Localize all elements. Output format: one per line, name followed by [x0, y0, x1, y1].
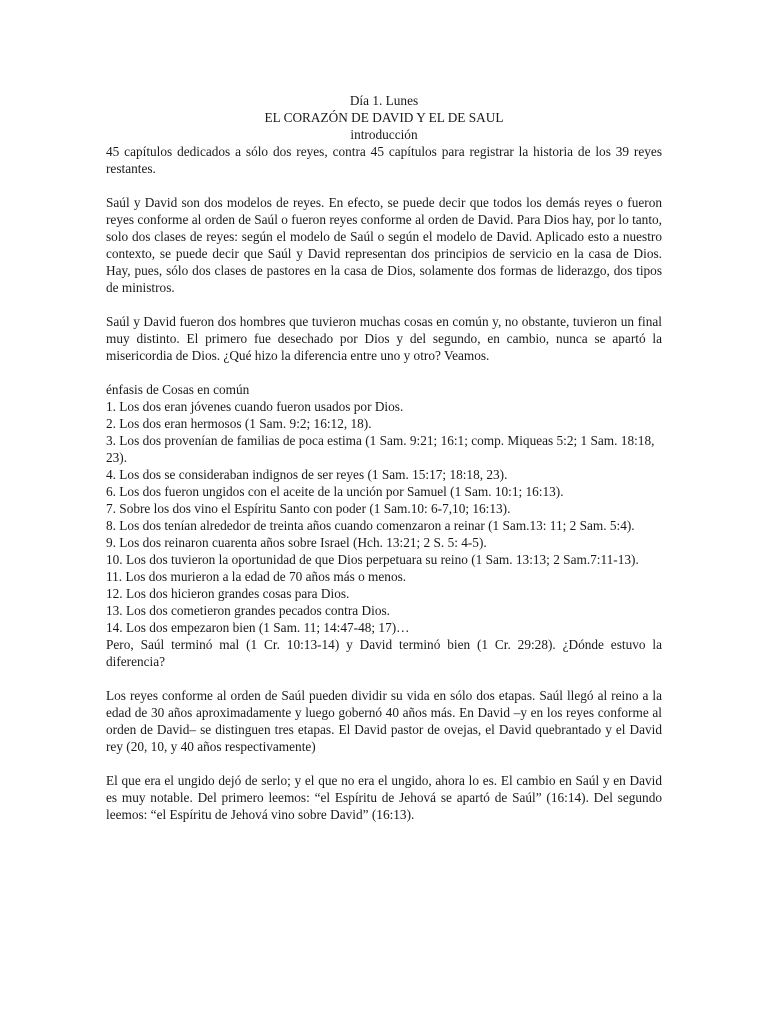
paragraph-spacer	[106, 296, 662, 313]
models-paragraph: Saúl y David son dos modelos de reyes. En efecto, se puede decir que todos los demás reyes o fueron reyes conforme al orden de Saúl o fueron reyes conforme al orden de David. Para Dios hay, por lo tanto, solo dos clases de reyes: según el modelo de Saúl o según el modelo de David. Aplicado esto a nuestro contexto, se puede decir que Saúl y David representan dos principios de servicio en la casa de Dios. Hay, pues, sólo dos clases de pastores en la casa de Dios, solamente dos formas de liderazgo, dos tipos de ministros.	[106, 195, 662, 295]
list-item: 6. Los dos fueron ungidos con el aceite de la unción por Samuel (1 Sam. 10:1; 16:13).	[106, 484, 564, 499]
common-things-paragraph: Saúl y David fueron dos hombres que tuvieron muchas cosas en común y, no obstante, tuvieron un final muy distinto. El primero fue desechado por Dios y del segundo, en cambio, nunca se apartó la misericordia de Dios. ¿Qué hizo la diferencia entre uno y otro? Veamos.	[106, 314, 662, 363]
list-item: 2. Los dos eran hermosos (1 Sam. 9:2; 16:12, 18).	[106, 416, 372, 431]
list-item: 9. Los dos reinaron cuarenta años sobre Israel (Hch. 13:21; 2 S. 5: 4-5).	[106, 535, 487, 550]
list-item: 4. Los dos se consideraban indignos de ser reyes (1 Sam. 15:17; 18:18, 23).	[106, 467, 508, 482]
document-page	[106, 92, 662, 823]
stages-paragraph: Los reyes conforme al orden de Saúl pueden dividir su vida en sólo dos etapas. Saúl llegó al reino a la edad de 30 años aproximadamente y luego gobernó 40 años más. En David –y en los reyes conforme al orden de David– se distinguen tres etapas. El David pastor de ovejas, el David quebrantado y el David rey (20, 10, y 40 años respectivamente)	[106, 688, 662, 754]
paragraph-spacer	[106, 755, 662, 772]
anointed-paragraph: El que era el ungido dejó de serlo; y el que no era el ungido, ahora lo es. El cambio en Saúl y en David es muy notable. Del primero leemos: “el Espíritu de Jehová se apartó de Saúl” (16:14). Del segundo leemos: “el Espíritu de Jehová vino sobre David” (16:13).	[106, 773, 662, 822]
list-item: 12. Los dos hicieron grandes cosas para Dios.	[106, 586, 350, 601]
day-heading: Día 1. Lunes	[349, 93, 419, 108]
list-item: 13. Los dos cometieron grandes pecados contra Dios.	[106, 603, 390, 618]
list-item: 1. Los dos eran jóvenes cuando fueron usados por Dios.	[106, 399, 404, 414]
list-item: 11. Los dos murieron a la edad de 70 años más o menos.	[106, 569, 407, 584]
list-item: 7. Sobre los dos vino el Espíritu Santo con poder (1 Sam.10: 6-7,10; 16:13).	[106, 501, 511, 516]
document-title: EL CORAZÓN DE DAVID Y EL DE SAUL	[264, 110, 504, 125]
difference-paragraph: Pero, Saúl terminó mal (1 Cr. 10:13-14) y David terminó bien (1 Cr. 29:28). ¿Dónde estuvo la diferencia?	[106, 637, 662, 669]
paragraph-spacer	[106, 670, 662, 687]
list-item: 3. Los dos provenían de familias de poca estima (1 Sam. 9:21; 16:1; comp. Miqueas 5:2; 1 Sam. 18:18, 23).	[106, 433, 655, 465]
paragraph-spacer	[106, 364, 662, 381]
common-things-list	[106, 398, 662, 636]
intro-paragraph: 45 capítulos dedicados a sólo dos reyes, contra 45 capítulos para registrar la historia de los 39 reyes restantes.	[106, 144, 662, 176]
document-subtitle: introducción	[350, 127, 418, 142]
paragraph-spacer	[106, 177, 662, 194]
list-item: 8. Los dos tenían alrededor de treinta años cuando comenzaron a reinar (1 Sam.13: 11; 2 Sam. 5:4).	[106, 518, 635, 533]
list-item: 14. Los dos empezaron bien (1 Sam. 11; 14:47-48; 17)…	[106, 620, 410, 635]
list-item: 10. Los dos tuvieron la oportunidad de que Dios perpetuara su reino (1 Sam. 13:13; 2 Sam.7:11-13).	[106, 552, 639, 567]
list-heading: énfasis de Cosas en común	[106, 382, 250, 397]
